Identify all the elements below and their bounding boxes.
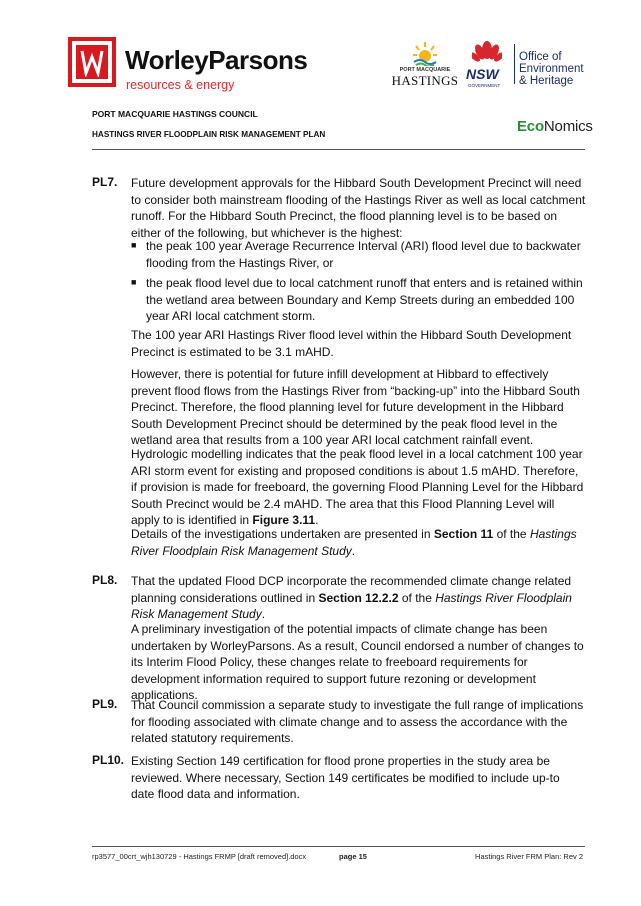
pl10-text: Existing Section 149 certification for flood prone properties in the study area be reviewed. Where necessary, Section 149 certificates be modified to include up-to date flood data and information. — [131, 754, 560, 801]
section-reference: Section 11 — [433, 527, 494, 541]
oeh-line3: & Heritage — [519, 75, 574, 87]
period: . — [351, 543, 356, 558]
pl9-text: That Council commission a separate study to investigate the full range of implications for flooding associated with climate change and to assess the accordance with the related statutory requirements. — [131, 698, 584, 745]
pl7-bullet-1: the peak 100 year Average Recurrence Interval (ARI) flood level due to backwater flooding from the Hastings River, or — [146, 239, 581, 270]
bullet-icon: ■ — [131, 240, 137, 250]
worleyparsons-logo-icon — [68, 37, 116, 87]
pl8-intro-of: of the — [398, 590, 436, 605]
pl7-para-3: However, there is potential for future infill development at Hibbard to effectively prevent flood flows from the Hastings River from “backing-up” into the Hibbard South Precinct. Therefore, the flood planning level for future development in the Hibbard South Development Precinct should be determined by the peak flood level in the wetland area that results from a 100 year ARI local catchment rainfall event. — [131, 367, 580, 447]
company-tagline: resources & energy — [126, 78, 235, 92]
economics-logo — [517, 118, 593, 135]
pl7-para-5-text: Details of the investigations undertaken are presented in — [131, 527, 434, 541]
nsw-government-text: GOVERNMENT — [468, 83, 501, 88]
pmh-logo-line1: PORT MACQUARIE — [399, 67, 451, 73]
plan-heading: HASTINGS RIVER FLOODPLAIN RISK MANAGEMENT PLAN — [92, 130, 326, 139]
logo-divider — [514, 44, 515, 84]
footer-divider — [92, 846, 585, 847]
oeh-logo-text — [519, 51, 584, 87]
pl7-para-4-text: Hydrologic modelling indicates that the peak flood level in a local catchment 100 year ARI storm event for existing and proposed conditions is about 1.5 mAHD. Therefore, if provision is made for freeboard, the governing Flood Planning Level for the Hibbard South Precinct would be 2.4 mAHD. The area that this Flood Planning Level will apply to is identified in — [131, 447, 584, 527]
oeh-line2: Environment — [519, 63, 584, 75]
pl7-bullet-2: the peak flood level due to local catchment runoff that enters and is retained within the wetland area between Boundary and Kemp Streets during an embedded 100 year ARI local catchment storm. — [146, 276, 583, 323]
figure-reference: Figure 3.11 — [252, 513, 316, 527]
header-divider — [92, 149, 585, 150]
pl7-intro: Future development approvals for the Hibbard South Development Precinct will need to consider both mainstream flooding of the Hastings River as well as local catchment runoff. For the Hibbard South Precinct, the flood planning level is to be based on either of the following, but whichever is the highest: — [131, 176, 586, 240]
pmh-logo-line2: HASTINGS — [391, 73, 459, 88]
study-title: Hastings River Floodplain Risk Management Study — [131, 590, 572, 621]
pl7-para-4 — [131, 446, 586, 529]
page-number: page 15 — [339, 852, 367, 861]
nsw-text: NSW — [466, 66, 499, 82]
nsw-government-logo — [464, 40, 512, 90]
sun-icon — [412, 40, 438, 66]
pl8-intro — [131, 573, 586, 623]
pl8-label: PL8. — [92, 573, 118, 587]
company-name: WorleyParsons — [125, 45, 308, 75]
port-macquarie-hastings-logo — [390, 40, 460, 88]
economics-nomics: Nomics — [543, 118, 593, 135]
pl8-intro-text: That the updated Flood DCP incorporate the recommended climate change related planning considerations outlined in — [131, 574, 572, 605]
study-title: Hastings River Floodplain Risk Management Study — [131, 527, 577, 558]
pl7-label: PL7. — [92, 175, 118, 189]
council-heading: PORT MACQUARIE HASTINGS COUNCIL — [92, 109, 258, 119]
pl7-para-5-of: of the — [493, 527, 530, 541]
pl8-para-2: A preliminary investigation of the potential impacts of climate change has been undertaken by WorleyParsons. As a result, Council endorsed a number of changes to its Interim Flood Policy, these changes relate to freeboard requirements for development information required to support future rezoning or development applications. — [131, 622, 584, 702]
footer-filename: rp3577_00crt_wjh130729 - Hastings FRMP [draft removed].docx — [92, 852, 307, 861]
pl10-label: PL10. — [92, 753, 125, 767]
period: . — [315, 513, 319, 527]
pl9-label: PL9. — [92, 697, 118, 711]
waratah-icon — [472, 40, 502, 66]
footer-document: Hastings River FRM Plan: Rev 2 — [475, 852, 583, 861]
period: . — [261, 607, 266, 621]
oeh-line1: Office of — [519, 51, 562, 63]
pl7-para-2: The 100 year ARI Hastings River flood level within the Hibbard South Development Precinct is estimated to be 3.1 mAHD. — [131, 328, 572, 359]
section-reference: Section 12.2.2 — [318, 590, 399, 605]
w-mark-icon — [78, 47, 106, 77]
bullet-icon: ■ — [131, 277, 137, 287]
pl7-para-5 — [131, 526, 586, 559]
economics-eco: Eco — [517, 118, 544, 135]
